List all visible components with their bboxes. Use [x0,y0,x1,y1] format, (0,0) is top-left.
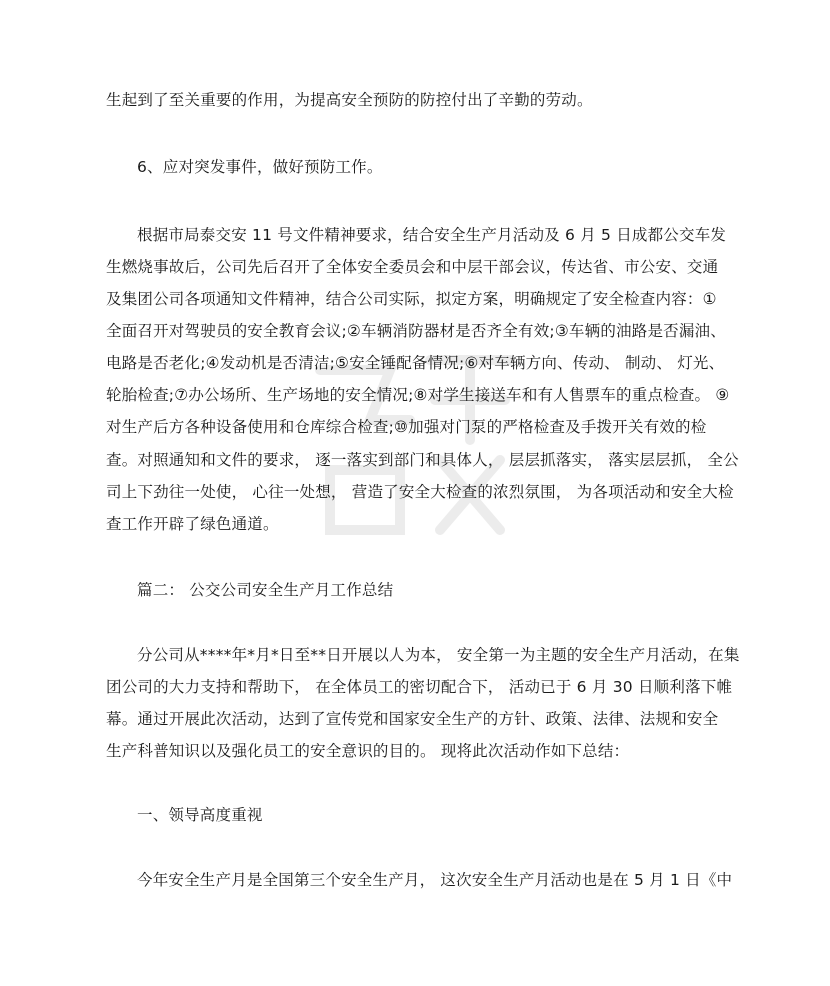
paragraph-line: 生燃烧事故后，公司先后召开了全体安全委员会和中层干部会议，传达省、市公安、交通 [106,258,719,276]
paragraph-line: 全面召开对驾驶员的安全教育会议;②车辆消防器材是否齐全有效;③车辆的油路是否漏油、 [106,322,726,340]
paragraph-line: 团公司的大力支持和帮助下， 在全体员工的密切配合下， 活动已于 6 月 30 日顺利落下帷 [106,678,733,696]
section-heading-leadership: 一、领导高度重视 [137,806,263,824]
paragraph-line: 及集团公司各项通知文件精神，结合公司实际，拟定方案，明确规定了安全检查内容：① [106,290,717,308]
paragraph-line: 对生产后方各种设备使用和仓库综合检查;⑩加强对门泵的严格检查及手拨开关有效的检 [106,418,707,436]
paragraph-line: 分公司从****年*月*日至**日开展以人为本， 安全第一为主题的安全生产月活动，在集 [137,646,740,664]
paragraph-line: 根据市局泰交安 11 号文件精神要求，结合安全生产月活动及 6 月 5 日成都公交车发 [137,226,727,244]
paragraph-line: 轮胎检查;⑦办公场所、生产场地的安全情况;⑧对学生接送车和有人售票车的重点检查。 ⑨ [106,386,730,404]
text-line-continuation: 生起到了至关重要的作用，为提高安全预防的防控付出了辛勤的劳动。 [106,91,593,109]
section-heading-emergency: 6、应对突发事件，做好预防工作。 [137,158,383,176]
paragraph-line: 查。对照通知和文件的要求， 逐一落实到部门和具体人， 层层抓落实， 落实层层抓， 全公 [106,451,739,469]
paragraph-line: 电路是否老化;④发动机是否清洁;⑤安全锤配备情况;⑥对车辆方向、传动、 制动、 灯光、 [106,354,725,372]
chapter-title: 篇二： 公交公司安全生产月工作总结 [137,581,394,599]
paragraph-line: 幕。通过开展此次活动，达到了宣传党和国家安全生产的方针、政策、法律、法规和安全 [106,710,719,728]
paragraph-line: 生产科普知识以及强化员工的安全意识的目的。 现将此次活动作如下总结： [106,742,630,760]
paragraph-line: 查工作开辟了绿色通道。 [106,515,279,533]
paragraph-line: 今年安全生产月是全国第三个安全生产月， 这次安全生产月活动也是在 5 月 1 日《中 [137,871,733,889]
paragraph-line: 司上下劲往一处使， 心往一处想， 营造了安全大检查的浓烈氛围， 为各项活动和安全大检 [106,483,734,501]
